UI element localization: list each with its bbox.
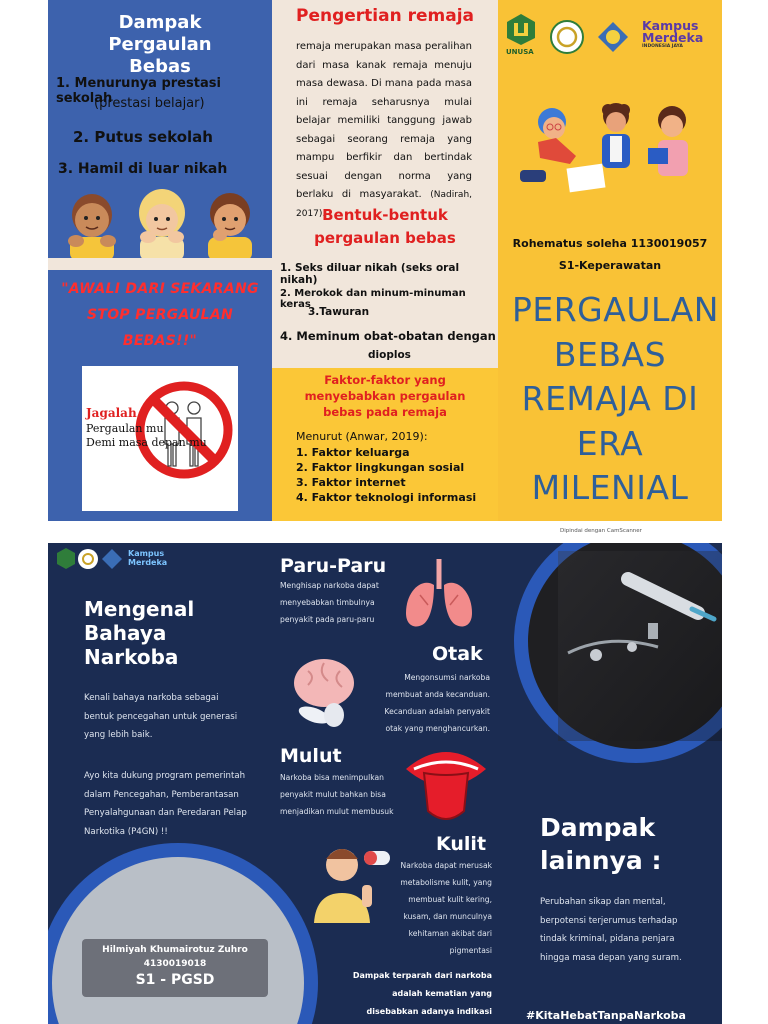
narkoba-para1: Kenali bahaya narkoba sebagai bentuk pencegahan untuk generasi yang lebih baik. xyxy=(84,693,238,740)
dampak-item-2: 2. Putus sekolah xyxy=(73,128,213,146)
kampus-logo-line1: Kampus xyxy=(642,18,699,33)
narkoba-leaflet xyxy=(48,543,722,1024)
slogan: "AWALI DARI SEKARANG STOP PERGAULAN BEBAS!!" xyxy=(61,281,259,349)
otak-title: Otak xyxy=(432,643,483,665)
paru-text: Menghisap narkoba dapat menyebabkan timbulnya penyakit pada paru-paru xyxy=(280,581,379,624)
pengertian-title: Pengertian remaja xyxy=(295,6,475,26)
stop-card-line3: Demi masa depan mu xyxy=(86,436,207,449)
program-line: S1-Keperawatan xyxy=(558,259,662,272)
kampus-merdeka-logo xyxy=(642,20,703,50)
unusa-label: UNUSA xyxy=(506,48,534,56)
panel-pengertian xyxy=(272,0,498,521)
panel-dampak xyxy=(48,0,272,521)
bottom-logos-icon xyxy=(56,547,126,571)
bottom-kampus-logo: Kampus Merdeka xyxy=(128,549,168,567)
narkoba-title: Mengenal Bahaya Narkoba xyxy=(84,597,195,669)
brain-pills-icon xyxy=(288,655,360,731)
mulut-title: Mulut xyxy=(280,745,342,767)
otak-text: Mengonsumsi narkoba membuat anda kecanduan. Kecanduan adalah penyakit otak yang menghancurkan. xyxy=(384,673,490,733)
bentuk-item-1: 1. Seks diluar nikah (seks oral nikah) xyxy=(280,262,460,286)
dampak-item-1: 1. Menurunya prestasi sekolah xyxy=(56,76,221,106)
author-card xyxy=(82,939,268,997)
syringe-photo-icon xyxy=(528,543,722,749)
definition-text: remaja merupakan masa peralihan dari masa kanak remaja menuju masa dewasa. Di mana pada masa ini remaja seharusnya mulai belajar memiliki tanggung jawab sebagai seorang remaja yang mampu berfikir dan bertindak sesuai dengan norma yang berlaku di masyarakat. xyxy=(296,41,472,200)
bentuk-title: Bentuk-bentuk pergaulan bebas xyxy=(314,206,456,247)
bentuk-item-4b: dioplos xyxy=(368,349,411,361)
panel-cover xyxy=(498,0,722,521)
dampak-title: Dampak Pergaulan Bebas xyxy=(108,12,212,77)
hashtag: #KitaHebatTanpaNarkoba xyxy=(526,1009,686,1022)
definition-citation: (Nadirah, 2017). xyxy=(296,190,473,219)
tut-wuri-logo-icon xyxy=(596,20,630,54)
kampus-logo-line2: Merdeka xyxy=(642,30,704,45)
dampak-lainnya-title: Dampak lainnya : xyxy=(540,813,662,875)
faktor-source: Menurut (Anwar, 2019): xyxy=(296,430,428,443)
mouth-tongue-icon xyxy=(400,739,492,827)
pergaulan-bebas-leaflet xyxy=(48,0,722,521)
leaflet-title: PERGAULAN BEBAS REMAJA DI ERA MILENIAL xyxy=(512,290,719,507)
stop-card-line2: Pergaulan mu xyxy=(86,422,164,435)
scan-note: Dipindai dengan CamScanner xyxy=(560,528,642,534)
ormas-logo-icon xyxy=(550,20,584,54)
faktor-item-2: 2. Faktor lingkungan sosial xyxy=(296,461,465,474)
stop-card-line1: Jagalah xyxy=(86,406,137,420)
author-line: Rohematus soleha 1130019057 xyxy=(512,237,708,250)
bentuk-item-4: 4. Meminum obat-obatan dengan xyxy=(280,329,496,343)
bentuk-item-3: 3.Tawuran xyxy=(308,306,370,318)
author-name: Hilmiyah Khumairotuz Zuhro xyxy=(102,945,248,955)
faktor-item-4: 4. Faktor teknologi informasi xyxy=(296,491,477,504)
children-illustration xyxy=(62,185,262,265)
stop-pergaulan-card xyxy=(82,366,238,511)
dampak-item-3: 3. Hamil di luar nikah xyxy=(58,161,228,177)
kulit-title: Kulit xyxy=(436,833,487,855)
faktor-item-1: 1. Faktor keluarga xyxy=(296,446,410,459)
unusa-logo-icon xyxy=(504,12,538,46)
faktor-item-3: 3. Faktor internet xyxy=(296,476,406,489)
faktor-title: Faktor-faktor yang menyebabkan pergaulan bebas pada remaja xyxy=(304,373,466,419)
mulut-text: Narkoba bisa menimpulkan penyakit mulut bahkan bisa menjadikan mulut membusuk xyxy=(280,773,394,816)
pengertian-definition xyxy=(296,38,472,223)
skin-person-icon xyxy=(308,839,390,923)
author-id: 4130019018 xyxy=(143,959,207,969)
kulit-text: Narkoba dapat merusak metabolisme kulit, yang membuat kulit kering, kusam, dan munculnya kehitaman akibat dari pigmentasi xyxy=(400,861,492,955)
narkoba-para2: Ayo kita dukung program pemerintah dalam Pencegahan, Pemberantasan Penyalahgunaan dan Peredaran Pelap Narkotika (P4GN) !! xyxy=(84,771,247,837)
dampak-item-1-detail: (prestasi belajar) xyxy=(94,96,205,111)
paru-title: Paru-Paru xyxy=(280,555,387,577)
kids-playing-illustration xyxy=(518,96,708,200)
bentuk-item-2: 2. Merokok dan minum-minuman keras xyxy=(280,288,466,310)
dampak-terparah-text: Dampak terparah dari narkoba adalah kematian yang disebabkan adanya indikasi xyxy=(352,971,492,1016)
dampak-lainnya-text: Perubahan sikap dan mental, berpotensi terjerumus terhadap tindak kriminal, pidana penjara hingga masa depan yang suram. xyxy=(540,897,682,963)
divider-band xyxy=(48,258,272,270)
author-program: S1 - PGSD xyxy=(135,972,215,988)
kampus-logo-tagline: INDONESIA JAYA xyxy=(642,44,683,49)
lungs-icon xyxy=(400,555,478,633)
